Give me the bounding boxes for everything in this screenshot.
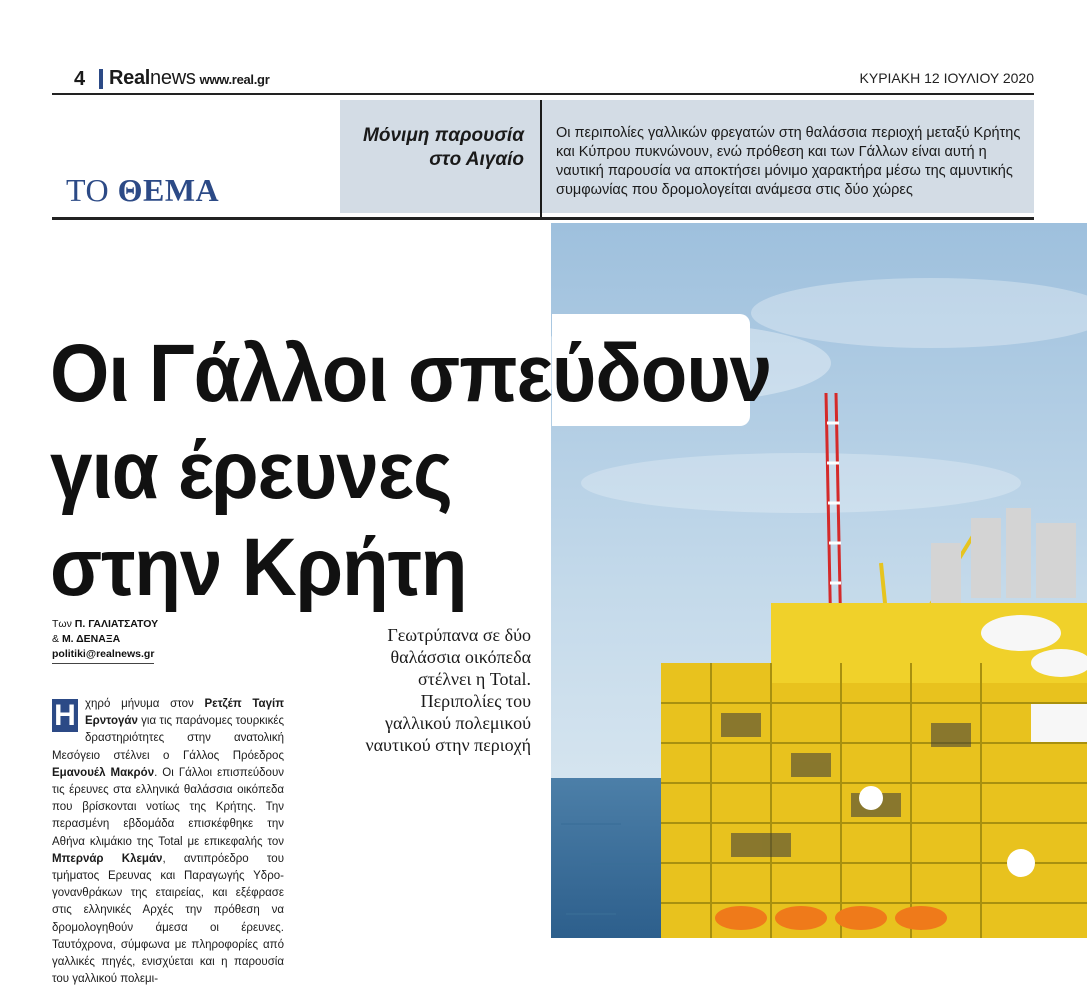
header-rule bbox=[52, 93, 1034, 95]
page-header bbox=[52, 66, 1034, 92]
brand-light: news bbox=[150, 67, 196, 89]
brand-url: www.real.gr bbox=[199, 72, 270, 87]
standfirst-line6: ναυτικού στην περιοχή bbox=[365, 735, 531, 755]
byline-email[interactable]: politiki@realnews.gr bbox=[52, 647, 154, 664]
byline bbox=[52, 617, 158, 664]
headline-line3: στην Κρήτη bbox=[50, 522, 467, 613]
article-text-1: χηρό μήνυμα στον bbox=[85, 698, 205, 710]
article-text-3: . Οι Γάλλοι επισπεύδουν τις έρευνες στα ελληνικά θαλάσσια οικόπεδα που βρίσκονται νοτίως της Κρήτης. Την περασμένη εβδομάδα επισκέφθηκε την Αθήνα κλιμάκιο της Total με επικεφαλής τον bbox=[52, 766, 284, 848]
standfirst-line5: γαλλικού πολεμικού bbox=[384, 713, 531, 733]
standfirst-line1: Γεωτρύπανα σε δύο bbox=[387, 625, 531, 645]
kicker-title-line2: στο Αιγαίο bbox=[429, 149, 524, 170]
article-body bbox=[52, 696, 284, 988]
section-label-main: ΘΕΜΑ bbox=[117, 172, 220, 208]
section-label bbox=[66, 172, 219, 209]
brand-bold: Real bbox=[109, 67, 151, 89]
article-text-2: για τις παράνομες τουρκικές δραστηριότητες στην ανατολική Μεσόγειο στέλνει ο Γάλλος Πρόεδρος bbox=[52, 715, 284, 762]
article-name-macron: Εμανουέλ Μακρόν bbox=[52, 766, 155, 779]
kicker-text: Οι περιπολίες γαλλικών φρεγατών στη θαλάσσια περιοχή μεταξύ Κρήτης και Κύπρου πυκνώνουν, ενώ πρόθεση και των Γάλλων είναι αυτή η ναυτική παρουσία να αποκτήσει μόνιμο χαρακτήρα μέσω της αμυντικής συμφωνίας που δρομολογείται ανάμεσα στις δύο χώρες bbox=[556, 125, 1021, 198]
article-text-4: , αντιπρόεδρο του τμήματος Ερευνας και Παραγωγής Υδρογονανθράκων της εταιρείας, και εξέφρασε στις ελληνικές Αρχές την πρόθεση να δρομολογηθούν άμεσα οι έρευνες. Ταυτόχρονα, σύμφωνα με πληροφορίες από γαλλικές πηγές, ενισχύεται και η παρουσία του γαλλικού πολεμι- bbox=[52, 852, 284, 986]
article-name-clement: Μπερνάρ Κλεμάν bbox=[52, 852, 163, 865]
drop-cap: Η bbox=[52, 699, 78, 732]
section-rule bbox=[52, 217, 1034, 220]
kicker-separator bbox=[540, 100, 542, 218]
page-number: 4 bbox=[74, 68, 86, 90]
brand-logo bbox=[109, 67, 269, 90]
article-name-erdogan: Ρετζέπ Ταγίπ Ερντογάν bbox=[85, 698, 285, 728]
headline-line1: Οι Γάλλοι σπεύδουν bbox=[50, 328, 772, 419]
kicker-title bbox=[340, 124, 524, 172]
byline-amp: & bbox=[52, 633, 60, 645]
header-divider bbox=[99, 69, 103, 89]
standfirst-line3: στέλνει η Total. bbox=[417, 669, 531, 689]
headline-line2: για έρευνες bbox=[50, 425, 452, 516]
headline bbox=[50, 325, 772, 616]
byline-author2: Μ. ΔΕΝΑΞΑ bbox=[61, 633, 121, 645]
kicker-title-line1: Μόνιμη παρουσία bbox=[363, 125, 524, 146]
standfirst bbox=[318, 624, 531, 756]
standfirst-line2: θαλάσσια οικόπεδα bbox=[390, 647, 531, 667]
standfirst-line4: Περιπολίες του bbox=[420, 691, 531, 711]
byline-author1: Π. ΓΑΛΙΑΤΣΑΤΟΥ bbox=[74, 618, 159, 630]
section-label-prefix: ΤΟ bbox=[66, 172, 110, 208]
issue-date: ΚΥΡΙΑΚΗ 12 ΙΟΥΛΙΟΥ 2020 bbox=[859, 70, 1034, 86]
byline-prefix: Των bbox=[52, 618, 72, 630]
